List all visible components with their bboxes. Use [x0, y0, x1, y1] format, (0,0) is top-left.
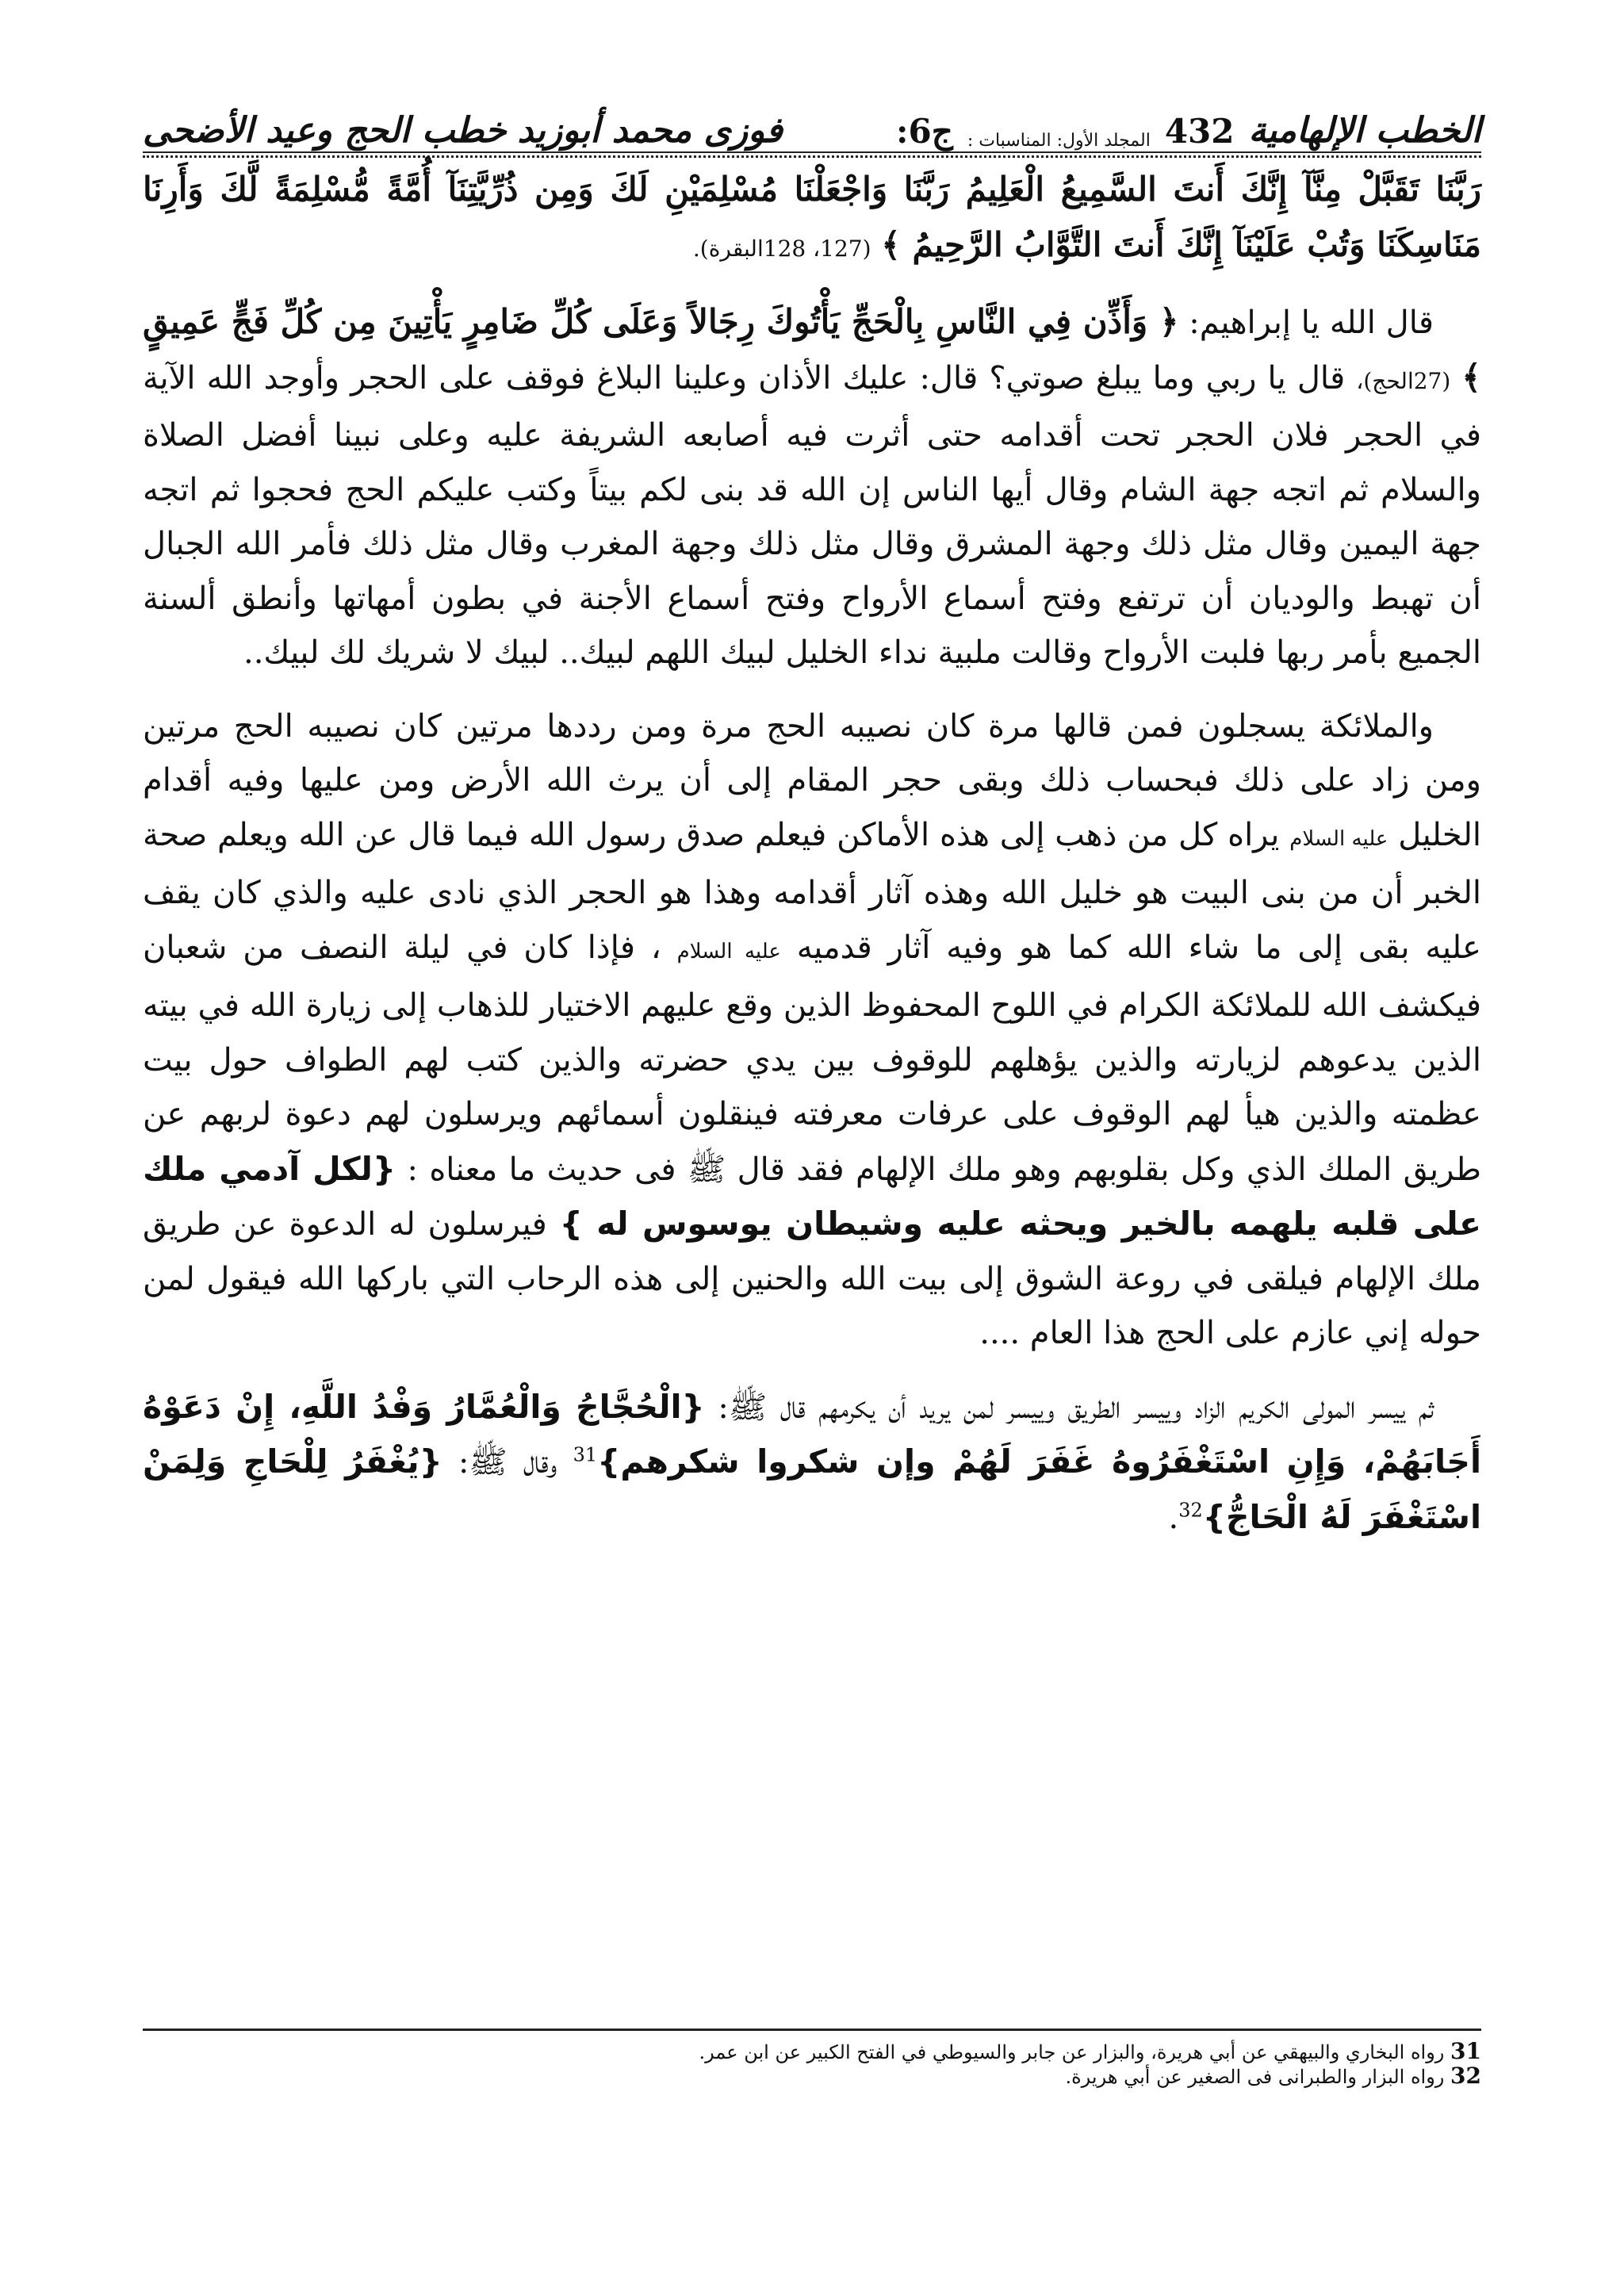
paragraph-2-text-e: فيرسلون له الدعوة عن طريق ملك الإلهام فيلقى في روعة الشوق إلى بيت الله والحنين إلى هذه الرحاب التي باركها الله فيقول لمن حوله إني عازم على الحج هذا العام ....: [143, 1206, 1481, 1351]
footnote-number: 32: [1450, 2063, 1481, 2089]
hadith-quote: {يُغْفَرُ لِلْحَاجِ وَلِمَنْ اسْتَغْفَرَ لَهُ الْحَاجُّ}: [143, 1442, 1481, 1536]
part-label: ج6:: [895, 112, 953, 151]
footnotes: [143, 2040, 1481, 2089]
header-book: [896, 110, 1481, 151]
header-rule: [143, 151, 1481, 153]
footnote-ref[interactable]: 32: [1178, 1499, 1203, 1522]
footnote-separator: [143, 2029, 1481, 2031]
quran-verse: ﴿ وَأَذِّن فِي النَّاسِ بِالْحَجِّ يَأْتُوكَ رِجَالاً وَعَلَى كُلِّ ضَامِرٍ يَأْتِينَ مِن كُلِّ فَجٍّ عَمِيقٍ ﴾: [143, 302, 1481, 397]
main-text: [143, 163, 1481, 1545]
quran-verse: رَبَّنَا تَقَبَّلْ مِنَّآ إِنَّكَ أَنتَ السَّمِيعُ الْعَلِيمُ رَبَّنَا وَاجْعَلْنَا مُسْلِمَيْنِ لَكَ وَمِن ذُرِّيَّتِنَآ أُمَّةً مُّسْلِمَةً لَّكَ وَأَرِنَا مَنَاسِكَنَا وَتُبْ عَلَيْنَآ إِنَّكَ أَنتَ التَّوَّابُ الرَّحِيمُ ﴾: [143, 170, 1481, 264]
page-number: 432: [1164, 112, 1235, 151]
book-title: الخطب الإلهامية: [1248, 110, 1481, 151]
honorific: ﷺ: [728, 1389, 768, 1426]
part-title: خطب الحج وعيد الأضحى: [143, 110, 507, 151]
hadith-quote: {لكل آدمي ملك على قلبه يلهمه بالخير ويحثه عليه وشيطان يوسوس له }: [143, 1149, 1481, 1243]
paragraph-3-text-a: ثم ييسر المولى الكريم الزاد وييسر الطريق وييسر لمن يريد أن يكرمهم قال: [779, 1389, 1434, 1426]
hadith-quote: {الْحُجَّاجُ وَالْعُمَّارُ وَفْدُ اللَّهِ، إِنْ دَعَوْهُ أَجَابَهُمْ، وَإِنِ اسْتَغْفَرُوهُ غَفَرَ لَهُمْ وإن شكروا شكرهم}: [143, 1387, 1481, 1481]
paragraph-2: [143, 699, 1481, 1361]
paragraph-3-text-b: وقال: [523, 1444, 557, 1481]
paragraph-1-text: قال يا ربي وما يبلغ صوتي؟ قال: عليك الأذان وعلينا البلاغ فوقف على الحجر وأوجد الله الآية في الحجر فلان الحجر تحت أقدامه حتى أثرت فيه أصابعه الشريفة عليه وعلى نبينا أفضل الصلاة والسلام ثم اتجه جهة الشام وقال أيها الناس إن الله قد بنى لكم بيتاً وكتب عليكم الحج فحجوا ثم اتجه جهة اليمين وقال مثل ذلك وجهة المشرق وقال مثل ذلك وجهة المغرب وقال مثل ذلك فأمر الله الجبال أن تهبط والوديان أن ترتفع وفتح أسماع الأرواح وفتح أسماع الأجنة في بطون أمهاتها وأنطق ألسنة الجميع بأمر ربها فلبت الأرواح وقالت ملبية نداء الخليل لبيك اللهم لبيك.. لبيك لا شريك لك لبيك..: [143, 359, 1481, 671]
honorific: ﷺ: [469, 1444, 508, 1481]
footnote-ref[interactable]: 31: [573, 1443, 598, 1466]
verse-reference: (27الحج)،: [1356, 367, 1451, 394]
honorific: عليه السلام: [676, 939, 781, 964]
volume-label: المجلد الأول: المناسبات :: [967, 131, 1151, 151]
header-chapter: [143, 110, 783, 151]
paragraph-1: [143, 295, 1481, 680]
header-dotted-rule: [143, 155, 1481, 158]
paragraph-2-text-d: فى حديث ما معناه :: [407, 1151, 676, 1188]
footnote-number: 31: [1450, 2038, 1481, 2064]
footnote-text: رواه البخاري والبيهقي عن أبي هريرة، والبزار عن جابر والسيوطي في الفتح الكبير عن ابن عمر.: [699, 2041, 1445, 2063]
paragraph-2-text-b: يراه كل من ذهب إلى هذه الأماكن فيعلم صدق رسول الله فيما قال عن الله ويعلم صحة الخبر أن من بنى البيت هو خليل الله وهذه آثار أقدامه وهذا هو الحجر الذي نادى عليه والذي كان يقف عليه بقى إلى ما شاء الله كما هو وفيه آثار قدميه: [143, 816, 1482, 966]
footnote-item: [143, 2040, 1481, 2064]
author-name: فوزى محمد أبوزيد: [517, 110, 783, 151]
paragraph-2-text-c: ، فإذا كان في ليلة النصف من شعبان فيكشف الله للملائكة الكرام في اللوح المحفوظ الذين وقع عليهم الاختيار للذهاب إلى زيارة الله في بيته الذين يدعوهم لزيارته والذين يؤهلهم للوقوف بين يدي حضرته والذين كتب لهم الطواف حول بيت عظمته والذين هيأ لهم الوقوف على عرفات معرفته فينقلون أسمائهم ويرسلون لهم دعوة لربهم عن طريق الملك الذي وكل بقلوبهم وهو ملك الإلهام فقد قال: [143, 929, 1481, 1188]
running-header: [143, 94, 1481, 151]
paragraph-3: ثم ييسر المولى الكريم الزاد وييسر الطريق وييسر لمن يريد أن يكرمهم قال ﷺ: {الْحُجَّاجُ وَالْعُمَّارُ وَفْدُ اللَّهِ، إِنْ دَعَوْهُ أَجَابَهُمْ، وَإِنِ اسْتَغْفَرُوهُ غَفَرَ لَهُمْ وإن شكروا شكرهم}$^{31}$ وقال ﷺ: {يُغْفَرُ لِلْحَاجِ وَلِمَنْ اسْتَغْفَرَ لَهُ الْحَاجُّ}$^{32}$.: [143, 1387, 1481, 1536]
paragraph-2-text-a: والملائكة يسجلون فمن قالها مرة كان نصيبه الحج مرة ومن رددها مرتين كان نصيبه الحج مرتين ومن زاد على ذلك فبحساب ذلك وبقى حجر المقام إلى أن يرث الله الأرض ومن عليها وفيه أقدام الخليل: [143, 707, 1482, 853]
paragraph-1-intro: قال الله يا إبراهيم:: [1189, 305, 1434, 341]
paragraph-verse: [143, 163, 1481, 276]
footnote-text: رواه البزار والطبرانى فى الصغير عن أبي هريرة.: [1065, 2066, 1445, 2088]
honorific: ﷺ: [687, 1151, 726, 1188]
footnote-item: [143, 2064, 1481, 2089]
honorific: عليه السلام: [1289, 826, 1388, 851]
verse-reference: (127، 128البقرة).: [692, 235, 871, 262]
